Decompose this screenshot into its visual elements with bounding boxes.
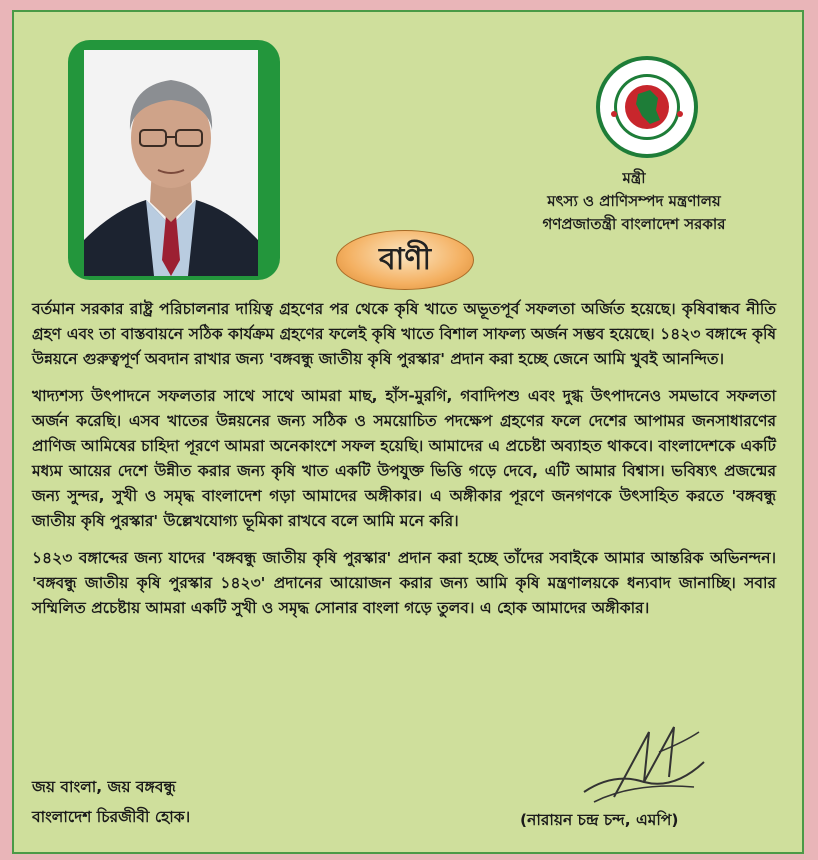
message-body <box>32 297 776 633</box>
paragraph-2: খাদ্যশস্য উৎপাদনে সফলতার সাথে সাথে আমরা মাছ, হাঁস-মুরগি, গবাদিপশু এবং দুগ্ধ উৎপাদনেও সমভাবে সফলতা অর্জন করেছি। এসব খাতের উন্নয়নের জন্য সঠিক ও সময়োচিত পদক্ষেপ গ্রহণের ফলে দেশের আপামর জনসাধারণের প্রাণিজ আমিষের চাহিদা পূরণে আমরা অনেকাংশে সফল হয়েছি। আমাদের এ প্রচেষ্টা অব্যাহত থাকবে। বাংলাদেশকে একটি মধ্যম আয়ের দেশে উন্নীত করার জন্য কৃষি খাত একটি উপযুক্ত ভিত্তি গড়ে দেবে, এটি আমার বিশ্বাস। ভবিষ্যৎ প্রজন্মের জন্য সুন্দর, সুখী ও সমৃদ্ধ বাংলাদেশ গড়া আমাদের অঙ্গীকার। এ অঙ্গীকার পূরণে জনগণকে উৎসাহিত করতে 'বঙ্গবন্ধু জাতীয় কৃষি পুরস্কার' উল্লেখযোগ্য ভূমিকা রাখবে বলে আমি মনে করি। <box>32 387 776 530</box>
closing-lines <box>32 772 190 832</box>
government-seal-icon <box>594 54 700 160</box>
paragraph-3: ১৪২৩ বঙ্গাব্দের জন্য যাদের 'বঙ্গবন্ধু জাতীয় কৃষি পুরস্কার' প্রদান করা হচ্ছে তাঁদের সবাইকে আমার আন্তরিক অভিনন্দন। 'বঙ্গবন্ধু জাতীয় কৃষি পুরস্কার ১৪২৩' প্রদানের আয়োজন করার জন্য আমি কৃষি মন্ত্রণালয়কে ধন্যবাদ জানাচ্ছি। সবার সম্মিলিত প্রচেষ্টায় আমরা একটি সুখী ও সমৃদ্ধ সোনার বাংলা গড়ে তুলব। এ হোক আমাদের অঙ্গীকার। <box>32 549 776 617</box>
ministry-name: মৎস্য ও প্রাণিসম্পদ মন্ত্রণালয় <box>547 192 721 210</box>
message-title: বাণী <box>378 241 432 277</box>
minister-designation: মন্ত্রী <box>622 169 646 187</box>
closing-line-1: জয় বাংলা, জয় বঙ্গবন্ধু <box>32 778 176 796</box>
signatory-name: (নারায়ন চন্দ্র চন্দ, এমপি) <box>520 811 679 829</box>
paragraph-1: বর্তমান সরকার রাষ্ট্র পরিচালনার দায়িত্ব গ্রহণের পর থেকে কৃষি খাতে অভূতপূর্ব সফলতা অর্জিত হয়েছে। কৃষিবান্ধব নীতি গ্রহণ এবং তা বাস্তবায়নে সঠিক কার্যক্রম গ্রহণের ফলেই কৃষি খাতে বিশাল সাফল্য অর্জন সম্ভব হয়েছে। ১৪২৩ বঙ্গাব্দে কৃষি উন্নয়নে গুরুত্বপূর্ণ অবদান রাখার জন্য 'বঙ্গবন্ধু জাতীয় কৃষি পুরস্কার' প্রদান করা হচ্ছে জেনে আমি খুবই আনন্দিত। <box>32 300 776 368</box>
closing-line-2: বাংলাদেশ চিরজীবী হোক। <box>32 808 191 826</box>
government-name: গণপ্রজাতন্ত্রী বাংলাদেশ সরকার <box>542 215 726 233</box>
minister-portrait <box>84 50 258 276</box>
minister-info <box>484 167 784 236</box>
signature-icon <box>574 712 714 812</box>
message-title-badge <box>336 230 474 290</box>
portrait-frame <box>68 40 280 280</box>
message-panel <box>12 10 804 854</box>
